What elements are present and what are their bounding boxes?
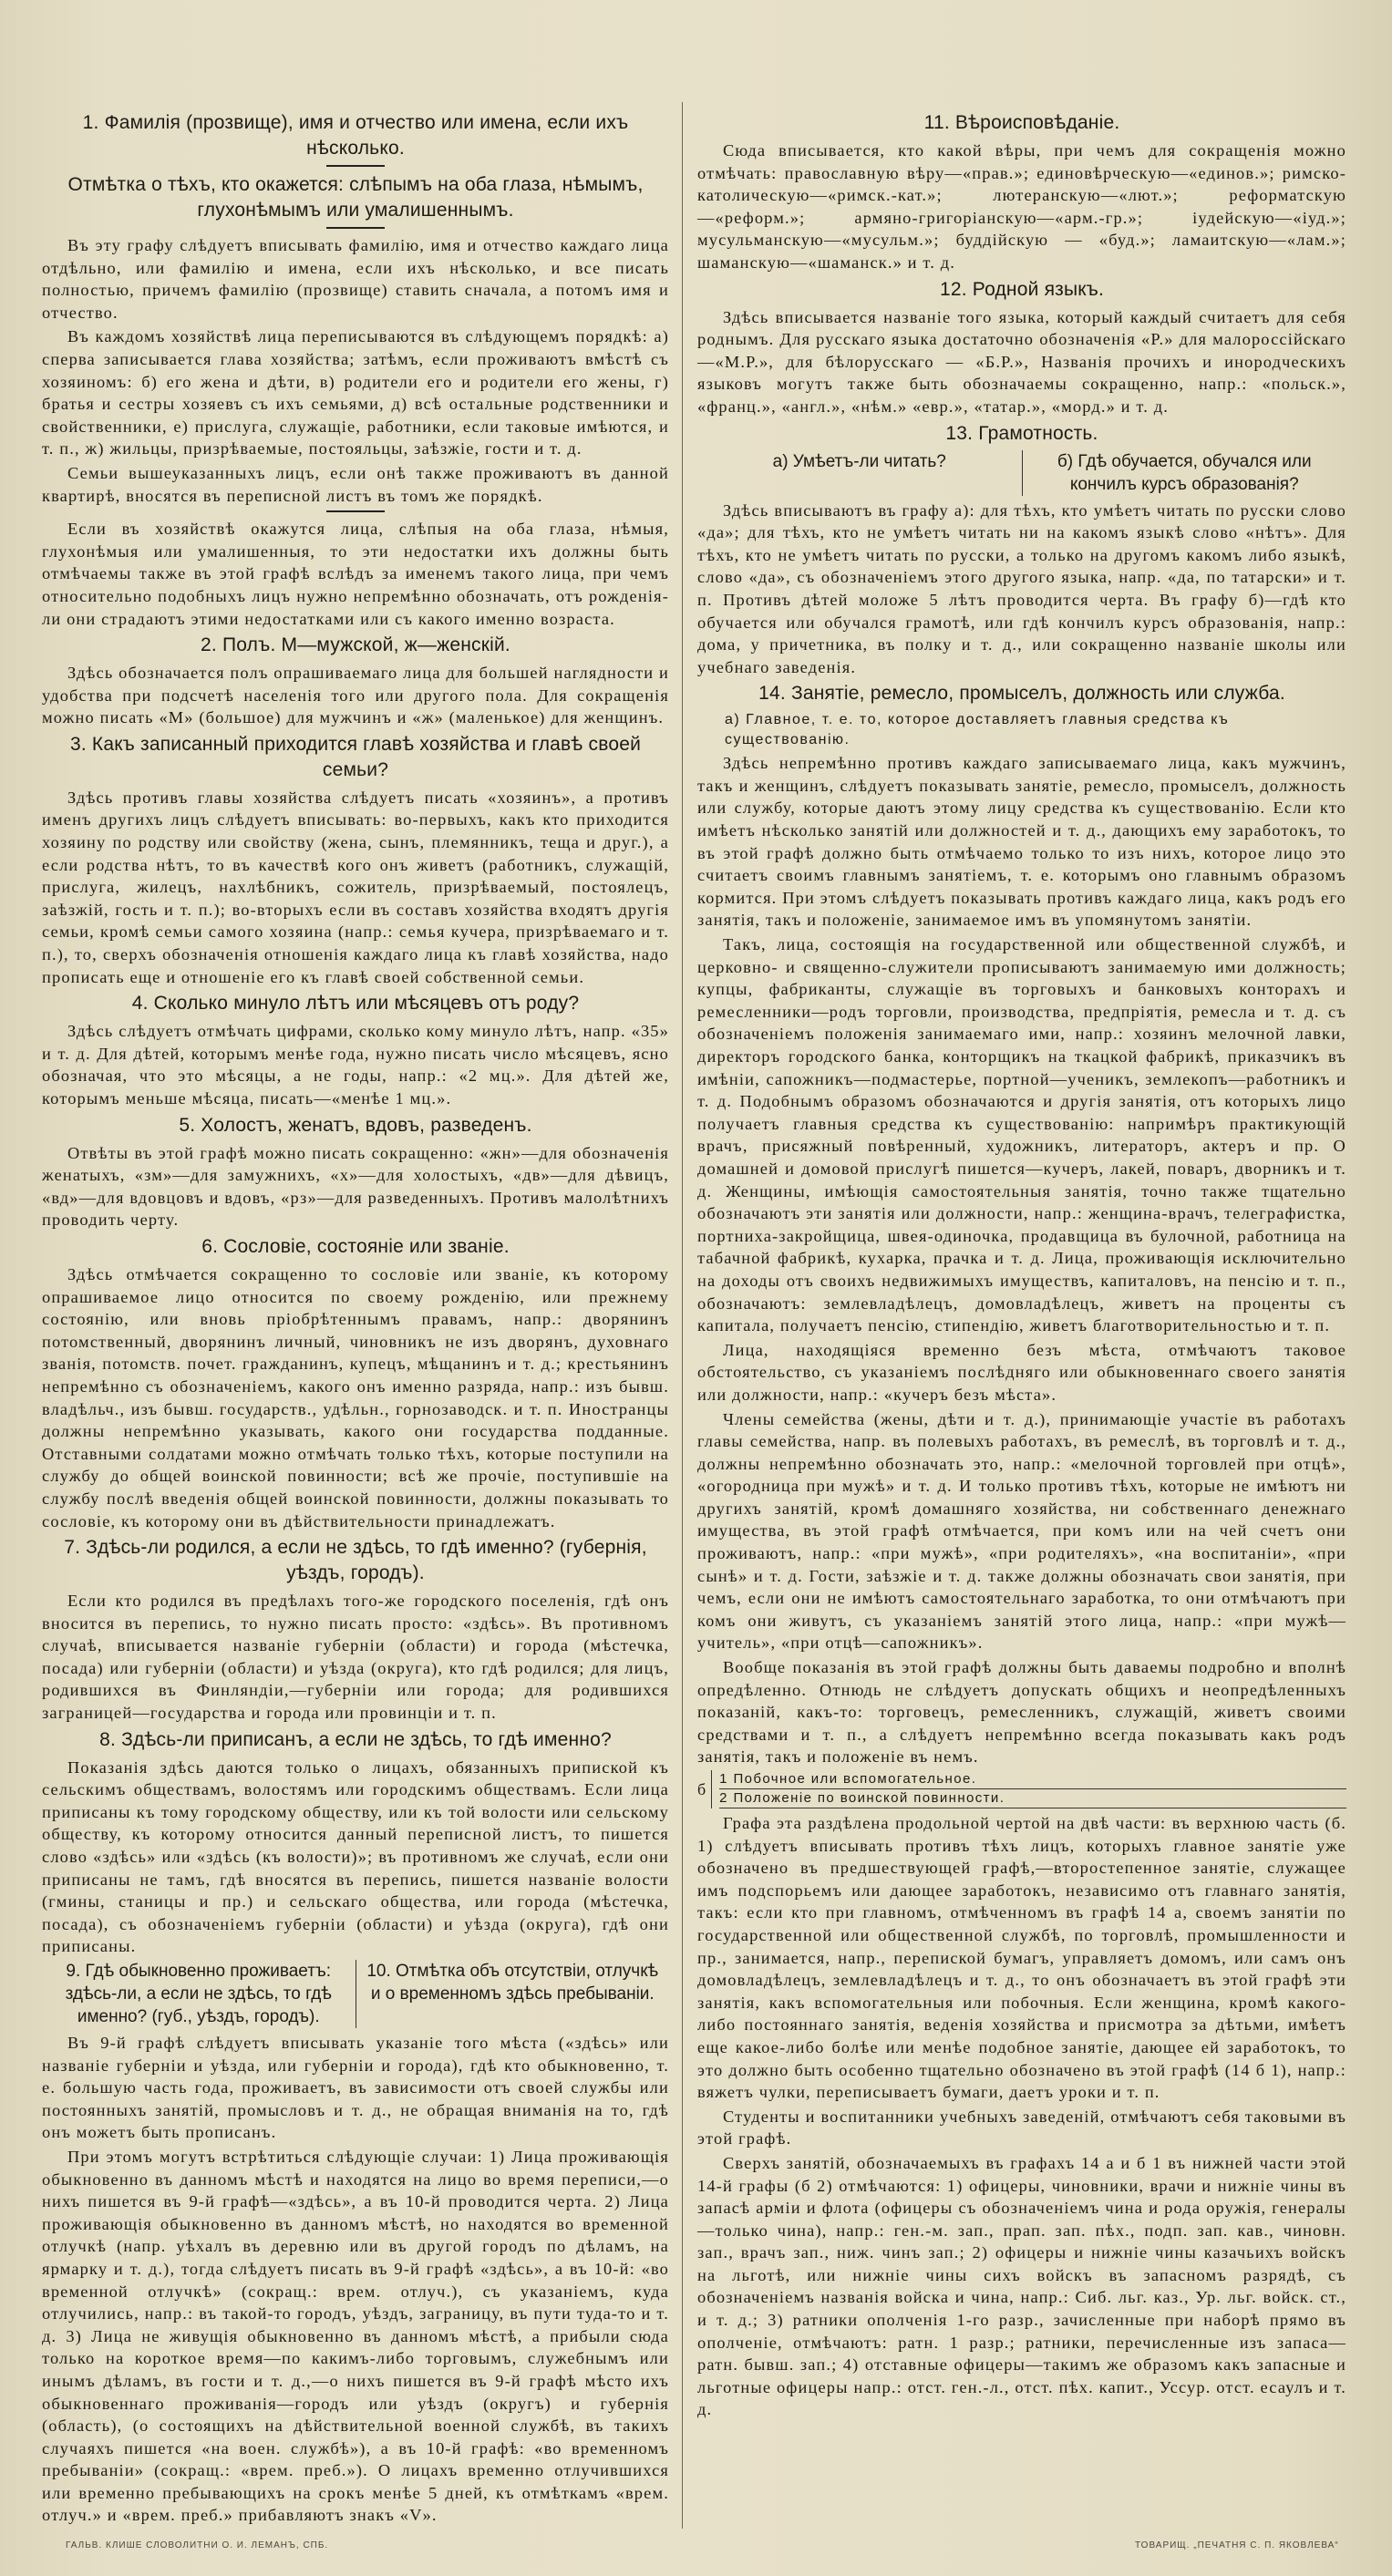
instruction-paragraph: Въ эту графу слѣдуетъ вписывать фамилію, имя и отчество каждаго лица отдѣльно, или фамилію и имена, если ихъ нѣсколько, и все писать полностью, причемъ фамилію (прозвище) ставить сначала, а потомъ имя и отчество.: [42, 236, 669, 322]
instruction-paragraph: Здѣсь обозначается полъ опрашиваемаго лица для большей наглядности и удобства при подсчетѣ населенія того или другого пола. Для сокращенія можно писать «М» (большое) для мужчинъ и «ж» (маленькое) для женщинъ.: [42, 664, 670, 727]
subcolumn-heading-table: [697, 1770, 1346, 1808]
column-divider: [682, 102, 683, 2529]
instruction-paragraph: Здѣсь отмѣчается сокращенно то сословіе или званіе, къ которому опрашиваемое лицо относится по своему рожденію, или прежнему состоянію, или вновь пріобрѣтеннымъ правамъ, напр.: дворянинъ потомственный, дворянинъ личный, чиновникъ не изъ дворянъ, духовнаго званія, потомств. почет. гражданинъ, купецъ, мѣщанинъ и т. д.; крестьянинъ непремѣнно съ обозначеніемъ, какого онъ именно разряда, напр.: изъ бывш. владѣльч., изъ бывш. государств., удѣльн., горнозаводск. и т. п. Иностранцы должны непремѣнно указывать, какого они государства подданные. Отставными солдатами можно отмѣчать только тѣхъ, которые поступили на службу до общей воинской повинности; всѣ же прочіе, поступившіе на службу послѣ введенія общей воинской повинности, должны показывать то сословіе, къ которому они въ дѣйствительности принадлежатъ.: [42, 1264, 669, 1530]
section-heading: 4. Сколько минуло лѣтъ или мѣсяцевъ отъ роду?: [131, 993, 580, 1015]
separator-rule: [326, 227, 385, 229]
instruction-paragraph: Лица, находящіяся временно безъ мѣста, отмѣчаютъ таковое обстоятельство, съ указаніемъ послѣдняго или обыкновеннаго своего занятія или должности, напр.: «кучеръ безъ мѣста».: [697, 1340, 1346, 1404]
instruction-paragraph: Сверхъ занятій, обозначаемыхъ въ графахъ 14 а и б 1 въ нижней части этой 14-й графы (б 2) отмѣчаются: 1) офицеры, чиновники, врачи и нижніе чины въ запасѣ арміи и флота (офицеры съ обозначеніемъ чина и рода оружія, генералы—только чина), напр.: ген.-м. зап., прап. зап. пѣх., подп. зап. кав., чиновн. зап., врачъ зап., ниж. чинъ зап.; 2) офицеры и нижніе чины казачьихъ войскъ на льготѣ, или нижніе чины сихъ войскъ въ запасномъ разрядѣ, съ обозначеніемъ названія войска и чина, напр.: Сиб. льг. каз., Ур. льг. войск. ст., и т. д.; 3) ратники ополченія 1-го разр., зачисленные при наборѣ прямо въ ополченіе, отмѣчаютъ: ратн. 1 разр.; ратники, перечисленные изъ запаса—ратн. бывш. зап.; 4) отставные офицеры—такимъ же образомъ какъ запасные и льготные офицеры напр.: отст. ген.-л., отст. пѣх. капит., Уссур. отст. есаулъ и т. д.: [697, 2153, 1346, 2419]
instruction-paragraph: Въ каждомъ хозяйствѣ лица переписываются въ слѣдующемъ порядкѣ: а) сперва записывается глава хозяйства; затѣмъ, если проживаютъ вмѣстѣ съ хозяиномъ: б) его жена и дѣти, в) родители его и родители его жены, г) братья и сестры хозяевъ съ ихъ семьями, д) всѣ остальные родственники и свойственники, е) прислуга, служащіе, работники, если таковые имѣются, и т. п., ж) жильцы, призрѣваемые, постояльцы, заѣзжіе, гости и т. д.: [42, 327, 669, 459]
section-heading: 8. Здѣсь-ли приписанъ, а если не здѣсь, то гдѣ именно?: [99, 1728, 612, 1750]
subcolumn-label: б: [697, 1780, 706, 1798]
separator-rule: [326, 510, 385, 512]
section-heading: Отмѣтка о тѣхъ, кто окажется: слѣпымъ на оба глаза, нѣмымъ, глухонѣмымъ или умалишеннымъ.: [67, 174, 644, 221]
instruction-paragraph: Графа эта раздѣлена продольной чертой на двѣ части: въ верхнюю часть (б. 1) слѣдуетъ вписывать противъ тѣхъ лицъ, которыхъ главное занятіе уже обозначено въ предшествующей графѣ,—второстепенное занятіе, служащее имъ подспорьемъ или дающее заработокъ, независимо отъ главнаго занятія, такъ: если кто при главномъ, отмѣченномъ въ графѣ 14 а, своемъ занятіи по государственной или общественной службѣ, по торговлѣ, промышленности и пр., занимается, напр., перепиской бумагъ, управляетъ домомъ, или самъ онъ домовладѣлецъ, землевладѣлецъ и т. д., то онъ обозначаетъ въ этой графѣ эти занятія, какъ вспомогательныя или побочныя. Если женщина, кромѣ какого-либо постояннаго занятія, веденія хозяйства и присмотра за дѣтьми, имѣетъ еще какое-либо болѣе или менѣе подобное занятіе, дающее ей заработокъ, то это должно быть особенно тщательно обозначено въ этой графѣ (14 б 1), напр.: вяжетъ чулки, переписываетъ бумаги, даетъ уроки и т. п.: [697, 1814, 1346, 2102]
section-heading: 11. Вѣроисповѣданіе.: [923, 112, 1120, 133]
instruction-paragraph: Если въ хозяйствѣ окажутся лица, слѣпыя на оба глаза, нѣмыя, глухонѣмыя или умалишенныя, то эти недостатки ихъ должны быть отмѣчаемы также въ этой графѣ вслѣдъ за именемъ такого лица, при чемъ относительно подобныхъ лицъ нужно непремѣнно обозначать, отъ рожденія-ли они страдаютъ этими недостатками или съ какого именно возраста.: [42, 520, 669, 628]
split-heading: [42, 1960, 669, 2028]
instruction-paragraph: Здѣсь непремѣнно противъ каждаго записываемаго лица, какъ мужчинъ, такъ и женщинъ, слѣдуетъ показывать занятіе, ремесло, промыселъ, должность или службу, которые даютъ этому лицу средства къ существованію. Если кто имѣетъ нѣсколько занятій или должностей и т. д., дающихъ ему заработокъ, то въ этой графѣ должно быть отмѣчаемо только то изъ нихъ, которое лицо это считаетъ своимъ главнымъ занятіемъ, т. е. которымъ оно главнымъ образомъ кормится. При этомъ слѣдуетъ показывать противъ каждаго лица, какъ родъ его занятія, такъ и положеніе, занимаемое имъ въ упомянутомъ занятіи.: [697, 754, 1346, 930]
split-heading-left: а) Умѣетъ-ли читать?: [697, 450, 1023, 496]
section-heading: 7. Здѣсь-ли родился, а если не здѣсь, то гдѣ именно? (губернія, уѣздъ, городъ).: [64, 1537, 647, 1584]
printer-imprint-right: ТОВАРИЩ. „ПЕЧАТНЯ С. П. ЯКОВЛЕВА“: [1135, 2540, 1339, 2550]
section-heading: 6. Сословіе, состояніе или званіе.: [201, 1235, 510, 1257]
section-heading: 3. Какъ записанный приходится главѣ хозяйства и главѣ своей семьи?: [69, 733, 642, 780]
subcolumn-row: 1 Побочное или вспомогательное.: [719, 1770, 1346, 1789]
split-heading-left: 9. Гдѣ обыкновенно проживаетъ: здѣсь-ли, а если не здѣсь, то гдѣ именно? (губ., уѣздъ, городъ).: [42, 1960, 356, 2028]
subcolumn-rows: [711, 1770, 1346, 1808]
instruction-paragraph: Если кто родился въ предѣлахъ того-же городского поселенія, гдѣ онъ вносится въ перепись, то нужно писать просто: «здѣсь». Въ противномъ случаѣ, вписывается названіе губерніи (области) и города (мѣстечка, посада) или губерніи (области) и уѣзда (округа), кто гдѣ родился; для лицъ, родившихся въ Финляндіи,—губерніи или города; для родившихся заграницей—государства и города или провинціи и т. п.: [42, 1592, 669, 1723]
instruction-paragraph: Здѣсь вписывается названіе того языка, который каждый считаетъ для себя роднымъ. Для русскаго языка достаточно обозначенія «Р.» для малороссійскаго—«М.Р.», для бѣлорусскаго — «Б.Р.», Названія прочихъ и инородческихъ языковъ могутъ также быть обозначаемы сокращенно, напр.: «польск.», «франц.», «англ.», «нѣм.» «евр.», «татар.», «морд.» и т. д.: [697, 307, 1346, 416]
instruction-paragraph: Студенты и воспитанники учебныхъ заведеній, отмѣчаютъ себя таковыми въ этой графѣ.: [697, 2107, 1346, 2148]
instruction-paragraph: Здѣсь вписываютъ въ графу а): для тѣхъ, кто умѣетъ читать по русски слово «да»; для тѣхъ, кто не умѣетъ читать ни на какомъ языкѣ слово «нѣтъ». Для тѣхъ, кто не умѣетъ читать по русски, а только на другомъ какомъ либо языкѣ, слово «да», съ обозначеніемъ этого другого языка, напр. «да, по татарски» и т. п. Противъ дѣтей моложе 5 лѣтъ проводится черта. Въ графу б)—гдѣ кто обучается или обучался грамотѣ, или гдѣ кончилъ курсъ образованія, напр.: дома, у причетника, въ полку и т. д., или сокращенно названіе школы или учебнаго заведенія.: [697, 500, 1346, 676]
subsection-heading: а) Главное, т. е. то, которое доставляетъ главныя средства къ существованію.: [725, 712, 1230, 748]
split-heading: [697, 450, 1346, 496]
instruction-paragraph: При этомъ могутъ встрѣтиться слѣдующіе случаи: 1) Лица проживающія обыкновенно въ данномъ мѣстѣ и находятся на лицо во время переписи,—о нихъ пишется въ 9-й графѣ—«здѣсь», а въ 10-й проводится черта. 2) Лица проживающія обыкновенно въ данномъ мѣстѣ, но находятся во временной отлучкѣ (напр. уѣхалъ въ деревню или въ другой городъ по дѣламъ, на ярмарку и т. д.), тогда слѣдуетъ писать въ 9-й графѣ «здѣсь», а въ 10-й: «во временной отлучкѣ» (сокращ.: врем. отлуч.), съ указаніемъ, куда отлучились, напр.: въ такой-то городъ, уѣздъ, заграницу, въ пути туда-то и т. д. 3) Лица не живущія обыкновенно въ данномъ мѣстѣ, а прибыли сюда только на короткое время—по какимъ-либо торговымъ, служебнымъ или инымъ дѣламъ, въ гости и т. д.,—о нихъ пишется въ 9-й графѣ мѣсто ихъ обыкновеннаго проживанія—городъ или уѣздъ (округъ) и губернія (область), (о состоящихъ на дѣйствительной военной службѣ, въ такихъ случаяхъ пишется «на воен. службѣ»), а въ 10-й графѣ: «во временномъ пребываніи» (сокращ.: «врем. преб.»). О лицахъ временно отлучившихся или временно пребывающихъ на срокъ менѣе 5 дней, къ отмѣткамъ «врем. отлуч.» и «врем. преб.» прибавляютъ знакъ «V».: [42, 2147, 669, 2525]
instruction-paragraph: Семьи вышеуказанныхъ лицъ, если онѣ также проживаютъ въ данной квартирѣ, вносятся въ переписной листъ въ томъ же порядкѣ.: [42, 463, 669, 505]
instruction-paragraph: Здѣсь слѣдуетъ отмѣчать цифрами, сколько кому минуло лѣтъ, напр. «35» и т. д. Для дѣтей, которымъ менѣе года, нужно писать число мѣсяцевъ, ясно обозначая, что это мѣсяцы, а не годы, напр.: «2 мц.». Для дѣтей же, которымъ меньше мѣсяца, писать—«менѣе 1 мц.».: [42, 1022, 669, 1108]
instruction-paragraph: Такъ, лица, состоящія на государственной или общественной службѣ, и церковно- и священно-служители прописываютъ занимаемую ими должность; купцы, фабриканты, служащіе въ торговыхъ и банковыхъ конторахъ и ремесленники—родъ торговли, производства, предпріятія, ремесла и т. д. съ обозначеніемъ положенія занимаемаго ими, напр.: хозяинъ мелочной лавки, директоръ городского банка, конторщикъ на ткацкой фабрикѣ, приказчикъ въ имѣніи, сапожникъ—подмастерье, портной—ученикъ, землекопъ—работникъ и т. д. Подобнымъ образомъ обозначаются и другія занятія, отъ которыхъ лицо получаетъ главныя средства къ существованію: напримѣръ практикующій врачъ, присяжный повѣренный, художникъ, литераторъ, актеръ и пр. О домашней и домовой прислугѣ пишется—кучеръ, лакей, поваръ, дворникъ и т. д. Женщины, имѣющія самостоятельныя занятія, точно также тщательно обозначаютъ эти занятія или должности, напр.: женщина-врачъ, телеграфистка, портниха-закройщица, швея-одиночка, продавщица въ булочной, работница на табачной фабрикѣ, кухарка, прачка и т. д. Лица, проживающія исключительно на доходы отъ своихъ недвижимыхъ имуществъ, капиталовъ, на пенсію и т. п., обозначаютъ: землевладѣлецъ, домовладѣлецъ, живетъ на проценты съ капитала, получаетъ пенсію, стипендію, живетъ благотворительностью и т. п.: [697, 935, 1346, 1335]
section-heading: 2. Полъ. М—мужской, ж—женскій.: [201, 634, 510, 656]
instruction-paragraph: Здѣсь противъ главы хозяйства слѣдуетъ писать «хозяинъ», а противъ именъ другихъ лицъ слѣдуетъ вписывать: во-первыхъ, какъ кто приходится хозяину по родству или свойству (жена, сынъ, племянникъ, теща и друг.), а если родства нѣтъ, то въ качествѣ кого онъ живетъ (работникъ, служащій, прислуга, жилецъ, нахлѣбникъ, сожитель, призрѣваемый, постоялецъ, заѣзжій, гость и т. п.); во-вторыхъ если въ составъ хозяйства входятъ другія семьи, кромѣ семьи самого хозяина (напр.: семья кучера, призрѣваемаго и т. п.), то, сверхъ обозначенія отношенія каждаго лица къ главѣ хозяйства, надо прописать еще и отношеніе его къ главѣ своей собственной семьи.: [42, 788, 669, 986]
left-column: [42, 108, 669, 2529]
instruction-paragraph: Вообще показанія въ этой графѣ должны быть даваемы подробно и вполнѣ опредѣленно. Отнюдь не слѣдуетъ допускать общихъ и неопредѣленныхъ показаній, какъ-то: торговецъ, ремесленникъ, служащій, живетъ своими средствами и т. п., а слѣдуетъ непремѣнно всегда показывать какъ родъ занятія, такъ и положеніе въ немъ.: [697, 1658, 1346, 1767]
right-column: [697, 108, 1346, 2423]
instruction-paragraph: Въ 9-й графѣ слѣдуетъ вписывать указаніе того мѣста («здѣсь» или названіе губерніи и уѣзда, или губерніи и города), гдѣ кто обыкновенно, т. е. большую часть года, проживаетъ, въ зависимости отъ своей службы или постоянныхъ занятій, промысловъ и т. д., не обращая вниманія на то, гдѣ онъ можетъ быть прописанъ.: [42, 2034, 669, 2142]
instruction-paragraph: Отвѣты въ этой графѣ можно писать сокращенно: «жн»—для обозначенія женатыхъ, «зм»—для замужнихъ, «х»—для холостыхъ, «дв»—для дѣвицъ, «вд»—для вдовцовъ и вдовъ, «рз»—для разведенныхъ. Противъ малолѣтнихъ проводить черту.: [42, 1143, 669, 1230]
instruction-paragraph: Сюда вписывается, кто какой вѣры, при чемъ для сокращенія можно отмѣчать: православную вѣру—«прав.»; единовѣрческую—«единов.»; римско-католическую—«римск.-кат.»; лютеранскую—«лют.»; реформатскую—«реформ.»; армяно-григоріанскую—«арм.-гр.»; іудейскую—«іуд.»; мусульманскую—«мусульм.»; буддійскую — «буд.»; ламаитскую—«лам.»; шаманскую—«шаманск.» и т. д.: [697, 141, 1346, 272]
instruction-paragraph: Показанія здѣсь даются только о лицахъ, обязанныхъ припиской къ сельскимъ обществамъ, волостямъ или городскимъ обществамъ. Если лица приписаны къ тому городскому обществу, или къ той волости или сельскому обществу, къ которому относится данный переписной листъ, то пишется слово «здѣсь» или «здѣсь (къ волости)»; въ противномъ же случаѣ, если они приписаны не тамъ, гдѣ вносятся въ перепись, пишется названіе волости (гмины, станицы и пр.) и сельскаго общества, или города (мѣстечка, посада), съ обозначеніемъ губерніи (области) и уѣзда (округа), гдѣ они приписаны.: [42, 1757, 669, 1956]
instruction-paragraph: Члены семейства (жены, дѣти и т. д.), принимающіе участіе въ работахъ главы семейства, напр. въ полевыхъ работахъ, въ ремеслѣ, въ торговлѣ и т. д., должны непремѣнно обозначать это, напр.: «мелочной торговлей при отцѣ», «огородница при мужѣ» и т. д. И только противъ тѣхъ, которые не имѣютъ ни другихъ занятій, кромѣ домашняго хозяйства, ни собственнаго денежнаго имущества, въ этой графѣ отмѣчается, при комъ или на чей счетъ они проживаютъ, напр.: «при мужѣ», «при родителяхъ», «на воспитаніи», «при сынѣ» и т. д. Гости, заѣзжіе и т. д. также должны обозначать свои занятія, при чемъ, если они не имѣютъ самостоятельнаго заработка, то они отмѣчаютъ при комъ они живутъ, съ указаніемъ занятій этого лица, напр.: «при мужѣ—учитель», «при отцѣ—сапожникъ».: [697, 1409, 1346, 1653]
split-heading-right: 10. Отмѣтка объ отсутствіи, отлучкѣ и о временномъ здѣсь пребываніи.: [366, 1962, 659, 2004]
subcolumn-row: 2 Положеніе по воинской повинности.: [719, 1789, 1346, 1808]
printer-imprint-left: ГАЛЬВ. КЛИШЕ СЛОВОЛИТНИ О. И. ЛЕМАНЪ, СПБ.: [66, 2540, 329, 2550]
section-heading: 14. Занятіе, ремесло, промыселъ, должность или служба.: [758, 683, 1285, 705]
separator-rule: [326, 165, 385, 167]
section-heading: 13. Грамотность.: [945, 422, 1098, 444]
section-heading: 1. Фамилія (прозвище), имя и отчество или имена, если ихъ нѣсколько.: [82, 112, 629, 159]
section-heading: 12. Родной языкъ.: [939, 278, 1105, 300]
section-heading: 5. Холостъ, женатъ, вдовъ, разведенъ.: [179, 1114, 532, 1136]
split-heading-right: б) Гдѣ обучается, обучался или кончилъ курсъ образованія?: [1057, 451, 1312, 494]
